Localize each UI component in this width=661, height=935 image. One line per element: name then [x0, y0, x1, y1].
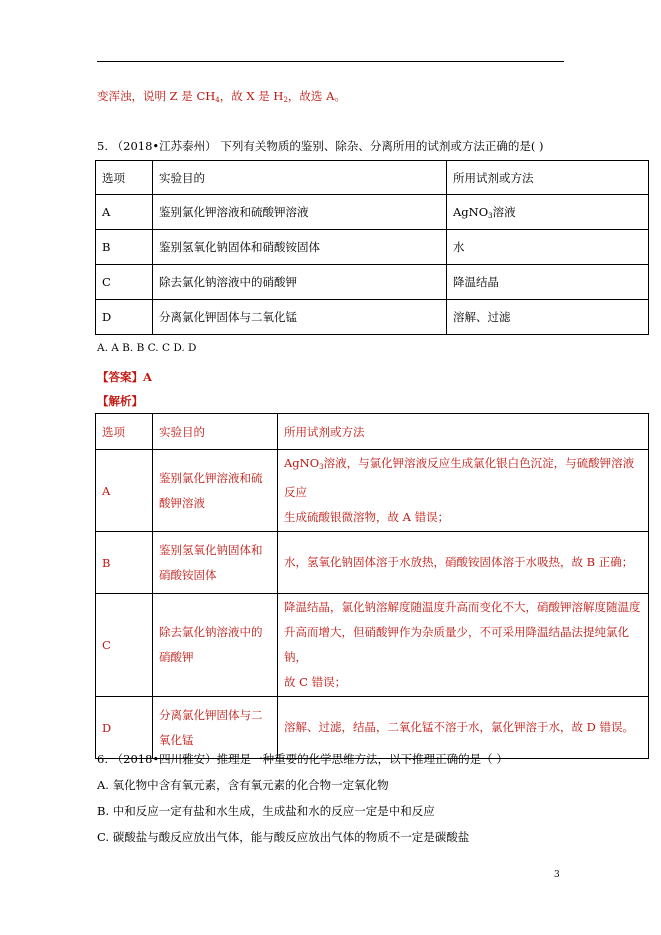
method-cell: [278, 594, 649, 697]
purpose-cell: 鉴别氯化钾溶液和硫酸钾溶液: [153, 195, 447, 230]
method-line: 水，氢氧化钠固体溶于水放热，硝酸铵固体溶于水吸热，故 B 正确；: [284, 555, 634, 569]
header-cell-method: 所用试剂或方法: [447, 161, 649, 195]
purpose-line: 酸钾溶液: [159, 495, 205, 510]
question6-stem: 6. （2018•四川雅安）推理是一种重要的化学思维方法，以下推理正确的是（ ）: [97, 752, 508, 766]
purpose-cell: [153, 532, 278, 594]
option-cell: D: [96, 697, 153, 759]
method-subscript: 3: [488, 212, 493, 220]
method-line: 升高而增大，但硝酸钾作为杂质量少，不可采用降温结晶法提纯氯化钠，: [284, 625, 629, 664]
purpose-line: 鉴别氢氧化钠固体和: [159, 542, 263, 557]
method-text: AgNO: [453, 205, 489, 219]
continuation-line: [97, 88, 346, 104]
question5-stem: 5. （2018•江苏泰州） 下列有关物质的鉴别、除杂、分离所用的试剂或方法正确的是( ): [97, 139, 544, 153]
top-line-part2: ，故 X 是 H: [219, 89, 284, 103]
method-text-suffix: 溶液: [492, 205, 516, 219]
header-cell-option: 选项: [96, 161, 153, 195]
method-text: 溶解、过滤: [453, 310, 511, 324]
method-text: 水: [453, 240, 465, 254]
header-cell-purpose: 实验目的: [153, 161, 447, 195]
table-header-row: [96, 161, 649, 195]
method-line: 故 C 错误；: [284, 675, 347, 689]
method-text: 降温结晶: [453, 275, 499, 289]
method-line: 生成硫酸银微溶物，故 A 错误；: [284, 510, 450, 524]
top-line-part1: 变浑浊，说明 Z 是 CH: [97, 89, 216, 103]
table-row: [96, 532, 649, 594]
option-cell: C: [96, 265, 153, 300]
table-row: [96, 300, 649, 335]
table-row: [96, 265, 649, 300]
purpose-cell: 分离氯化钾固体与二氧化锰: [153, 300, 447, 335]
top-line-part3: ，故选 A。: [287, 89, 346, 103]
answer-label: 【答案】A: [97, 370, 152, 384]
option-cell: C: [96, 594, 153, 697]
top-line-sub1: 4: [215, 96, 220, 104]
purpose-line: 硝酸铵固体: [159, 567, 217, 582]
option-cell: B: [96, 532, 153, 594]
purpose-line: 分离氯化钾固体与二: [159, 707, 263, 722]
method-cell: [278, 697, 649, 759]
purpose-cell: [153, 594, 278, 697]
purpose-cell: [153, 697, 278, 759]
header-cell-purpose: 实验目的: [153, 414, 278, 450]
table-row: [96, 195, 649, 230]
question6-option-b: B. 中和反应一定有盐和水生成，生成盐和水的反应一定是中和反应: [97, 804, 435, 818]
table-row: [96, 230, 649, 265]
analysis-table-body: [96, 450, 649, 759]
header-cell-method: 所用试剂或方法: [278, 414, 649, 450]
method-line: AgNO: [284, 456, 320, 470]
option-cell: D: [96, 300, 153, 335]
analysis-table: [95, 413, 649, 759]
method-line: 降温结晶，氯化钠溶解度随温度升高而变化不大，硝酸钾溶解度随温度: [284, 600, 641, 614]
question5-table: [95, 160, 649, 335]
method-cell: [278, 532, 649, 594]
top-line-sub2: 2: [283, 96, 288, 104]
method-cell: [278, 450, 649, 532]
table-row: [96, 450, 649, 532]
option-cell: A: [96, 195, 153, 230]
option-cell: A: [96, 450, 153, 532]
analysis-label: 【解析】: [97, 394, 143, 408]
method-cell: [447, 300, 649, 335]
purpose-line: 鉴别氯化钾溶液和硫: [159, 470, 263, 485]
table-row: [96, 697, 649, 759]
method-line: 溶解、过滤，结晶，二氧化锰不溶于水，氯化钾溶于水，故 D 错误。: [284, 720, 635, 734]
header-cell-option: 选项: [96, 414, 153, 450]
option-cell: B: [96, 230, 153, 265]
method-cell: [447, 265, 649, 300]
method-cell: [447, 195, 649, 230]
question5-choices: A. A B. B C. C D. D: [97, 342, 197, 354]
table-row: [96, 594, 649, 697]
purpose-line: 硝酸钾: [159, 650, 194, 664]
question6-option-a: A. 氧化物中含有氧元素，含有氧元素的化合物一定氧化物: [97, 778, 389, 792]
method-cell: [447, 230, 649, 265]
purpose-line: 除去氯化钠溶液中的: [159, 625, 263, 639]
purpose-cell: 除去氯化钠溶液中的硝酸钾: [153, 265, 447, 300]
question6-option-c: C. 碳酸盐与酸反应放出气体，能与酸反应放出气体的物质不一定是碳酸盐: [97, 830, 470, 844]
table-header-row: [96, 414, 649, 450]
purpose-cell: 鉴别氢氧化钠固体和硝酸铵固体: [153, 230, 447, 265]
purpose-cell: [153, 450, 278, 532]
question5-table-body: [96, 195, 649, 335]
page-number: 3: [554, 870, 560, 880]
method-line-suffix: 溶液，与氯化钾溶液反应生成氯化银白色沉淀，与硫酸钾溶液反应: [284, 456, 635, 499]
header-rule: [97, 61, 564, 62]
method-subscript: 3: [319, 463, 324, 471]
purpose-line: 氧化锰: [159, 732, 194, 747]
